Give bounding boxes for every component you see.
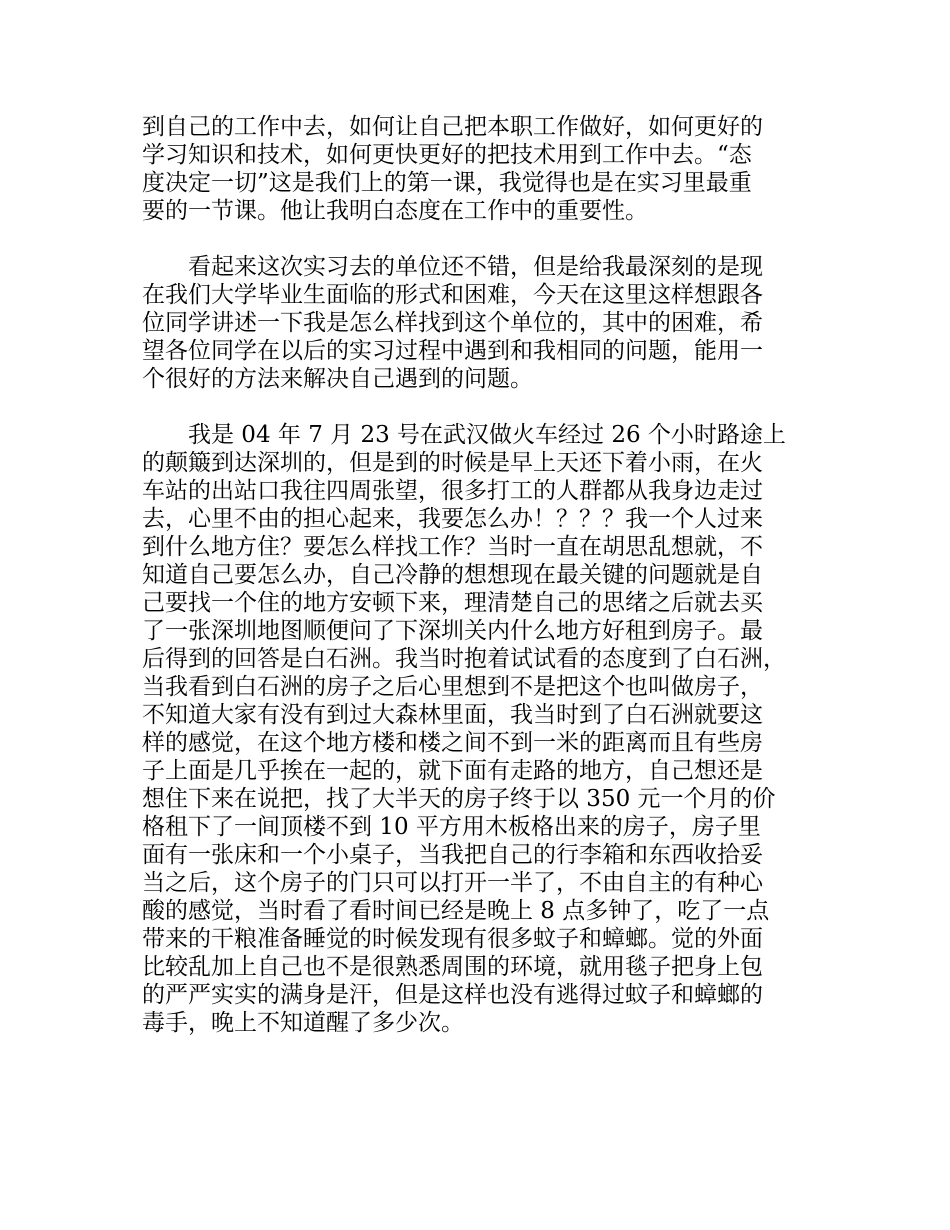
text-line: 带来的干粮准备睡觉的时候发现有很多蚊子和蟑螂。觉的外面 xyxy=(142,926,763,952)
text-line: 望各位同学在以后的实习过程中遇到和我相同的问题，能用一 xyxy=(142,338,763,364)
paragraph-1 xyxy=(142,113,832,225)
text-line: 当我看到白石洲的房子之后心里想到不是把这个也叫做房子， xyxy=(142,674,763,700)
document-body xyxy=(142,113,832,1037)
text-line: 位同学讲述一下我是怎么样找到这个单位的，其中的困难，希 xyxy=(142,310,763,336)
text-line: 不知道大家有没有到过大森林里面，我当时到了白石洲就要这 xyxy=(142,702,763,728)
paragraph-3 xyxy=(142,421,832,1037)
paragraph-spacer xyxy=(142,393,832,421)
text-line: 想住下来在说把，找了大半天的房子终于以 350 元一个月的价 xyxy=(142,786,776,812)
text-line: 己要找一个住的地方安顿下来，理清楚自己的思绪之后就去买 xyxy=(142,590,763,616)
text-line: 格租下了一间顶楼不到 10 平方用木板格出来的房子，房子里 xyxy=(142,814,761,840)
paragraph-spacer xyxy=(142,225,832,253)
text-line: 要的一节课。他让我明白态度在工作中的重要性。 xyxy=(142,198,648,224)
text-line: 到自己的工作中去，如何让自己把本职工作做好，如何更好的 xyxy=(142,114,763,140)
text-line: 酸的感觉，当时看了看时间已经是晚上 8 点多钟了，吃了一点 xyxy=(142,898,770,924)
text-line: 知道自己要怎么办，自己冷静的想想现在最关键的问题就是自 xyxy=(142,562,763,588)
text-line: 车站的出站口我往四周张望，很多打工的人群都从我身边走过 xyxy=(142,478,763,504)
text-line: 比较乱加上自己也不是很熟悉周围的环境，就用毯子把身上包 xyxy=(142,954,763,980)
text-line: 子上面是几乎挨在一起的，就下面有走路的地方，自己想还是 xyxy=(142,758,763,784)
text-line: 面有一张床和一个小桌子，当我把自己的行李箱和东西收拾妥 xyxy=(142,842,763,868)
text-line: 在我们大学毕业生面临的形式和困难，今天在这里这样想跟各 xyxy=(142,282,763,308)
text-line: 当之后，这个房子的门只可以打开一半了，不由自主的有种心 xyxy=(142,870,763,896)
text-line: 的颠簸到达深圳的，但是到的时候是早上天还下着小雨，在火 xyxy=(142,450,763,476)
text-line: 到什么地方住？要怎么样找工作？当时一直在胡思乱想就，不 xyxy=(142,534,763,560)
text-line: 了一张深圳地图顺便问了下深圳关内什么地方好租到房子。最 xyxy=(142,618,763,644)
text-line: 个很好的方法来解决自己遇到的问题。 xyxy=(142,366,533,392)
text-line: 后得到的回答是白石洲。我当时抱着试试看的态度到了白石洲， xyxy=(142,646,786,672)
text-line: 的严严实实的满身是汗，但是这样也没有逃得过蚊子和蟑螂的 xyxy=(142,982,763,1008)
text-line: 学习知识和技术，如何更快更好的把技术用到工作中去。“态 xyxy=(142,142,752,168)
text-line: 我是 04 年 7 月 23 号在武汉做火车经过 26 个小时路途上 xyxy=(188,422,786,448)
text-line: 毒手，晚上不知道醒了多少次。 xyxy=(142,1010,464,1036)
text-line: 样的感觉，在这个地方楼和楼之间不到一米的距离而且有些房 xyxy=(142,730,763,756)
text-line: 去，心里不由的担心起来，我要怎么办！？？？我一个人过来 xyxy=(142,506,763,532)
text-line: 度决定一切”这是我们上的第一课，我觉得也是在实习里最重 xyxy=(142,170,752,196)
text-line: 看起来这次实习去的单位还不错，但是给我最深刻的是现 xyxy=(188,254,763,280)
paragraph-2 xyxy=(142,253,832,393)
